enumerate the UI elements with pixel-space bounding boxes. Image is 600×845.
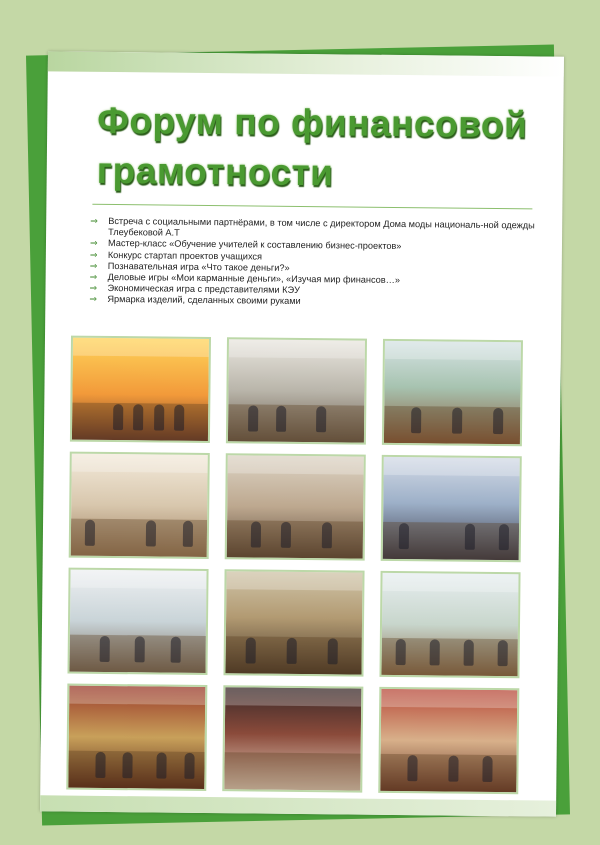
list-item: ⇒ Конкурс стартап проектов учащихся	[89, 249, 263, 262]
list-item: ⇒ Познавательная игра «Что такое деньги?»	[89, 260, 290, 273]
double-chevron-icon: ⇒	[89, 294, 97, 305]
photo-classroom-tables	[382, 339, 523, 446]
event-list	[87, 216, 538, 310]
photo-meeting-room	[226, 337, 367, 444]
double-chevron-icon: ⇒	[89, 260, 98, 271]
photo-fair-sellers	[66, 684, 207, 791]
double-chevron-icon: ⇒	[89, 238, 98, 249]
photo-presentation-hall	[381, 455, 522, 562]
photo-fair-stand	[378, 687, 519, 794]
photo-grid	[66, 336, 523, 795]
double-chevron-icon: ⇒	[89, 271, 98, 282]
list-item: ⇒ Встреча с социальными партнёрами, в том числе с директором Дома моды националь-ной одежды Тлеубековой А.Т	[90, 215, 535, 238]
list-item: ⇒ Ярмарка изделий, сделанных своими руками	[89, 294, 301, 307]
page-title: Форум по финансовой грамотности	[96, 99, 528, 194]
title-divider	[92, 204, 532, 210]
photo-teachers-workshop	[69, 452, 210, 559]
photo-students-class	[67, 568, 208, 675]
list-item: ⇒ Мастер-класс «Обучение учителей к составлению бизнес-проектов»	[89, 238, 402, 252]
list-item: ⇒ Экономическая игра с представителями КЭУ	[89, 282, 300, 296]
double-chevron-icon: ⇒	[89, 249, 98, 260]
photo-raised-hands	[379, 571, 520, 678]
photo-handmade-goods	[222, 685, 363, 792]
double-chevron-icon: ⇒	[90, 215, 98, 226]
top-decor-band	[48, 51, 564, 76]
double-chevron-icon: ⇒	[89, 282, 98, 294]
photo-library-game	[223, 569, 364, 676]
list-item: ⇒ Деловые игры «Мои карманные деньги», «Изучая мир финансов…»	[89, 271, 401, 286]
photo-stage-costumes	[70, 336, 211, 443]
photo-group-work	[225, 453, 366, 560]
poster-sheet	[40, 51, 564, 816]
